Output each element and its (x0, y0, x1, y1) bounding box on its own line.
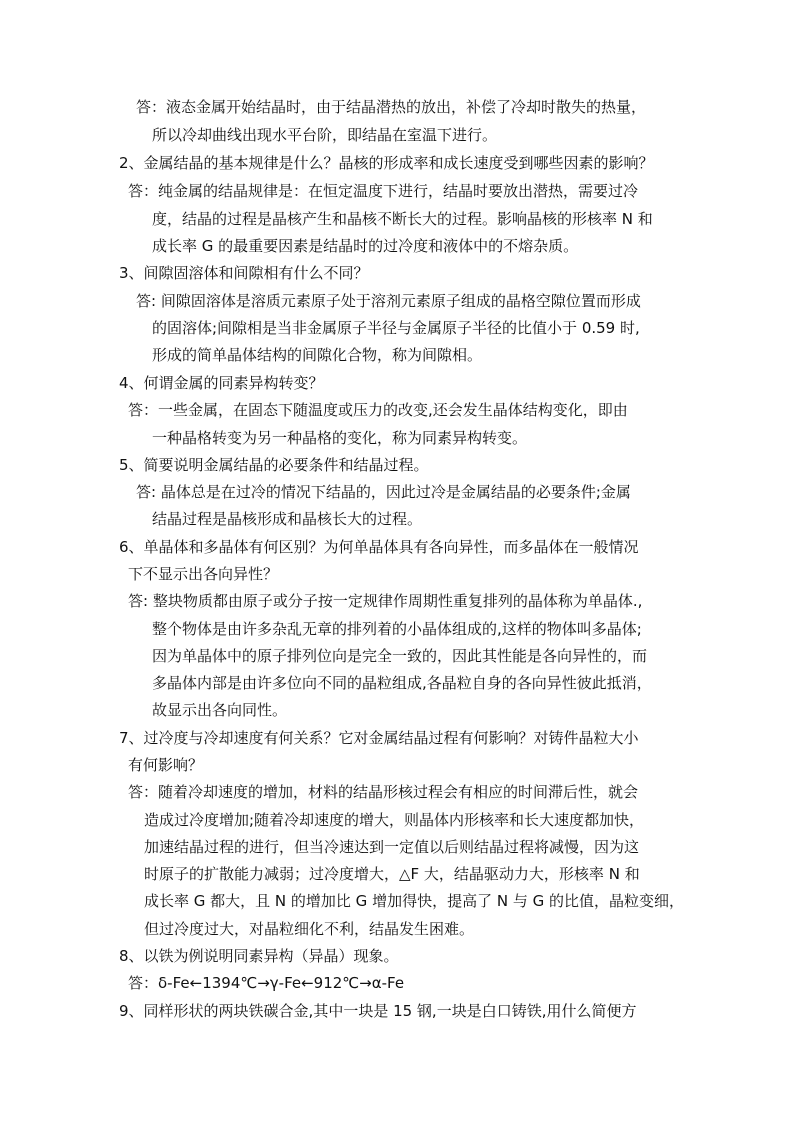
answer-line: 答: 间隙固溶体是溶质元素原子处于溶剂元素原子组成的晶格空隙位置而形成 (136, 292, 641, 310)
answer-line: 故显示出各向同性。 (152, 701, 288, 719)
answer-line: 结晶过程是晶核形成和晶核长大的过程。 (152, 510, 423, 528)
answer-line: 但过冷度过大，对晶粒细化不利，结晶发生困难。 (144, 920, 475, 938)
answer-line: 多晶体内部是由许多位向不同的晶粒组成,各晶粒自身的各向异性彼此抵消， (152, 674, 652, 692)
question-line: 4、何谓金属的同素异构转变？ (119, 374, 324, 392)
question-line: 下不显示出各向异性？ (128, 565, 279, 583)
question-line: 6、单晶体和多晶体有何区别？为何单晶体具有各向异性，而多晶体在一般情况 (119, 538, 639, 556)
answer-line: 答：纯金属的结晶规律是：在恒定温度下进行，结晶时要放出潜热，需要过冷 (128, 182, 639, 200)
question-line: 7、过冷度与冷却速度有何关系？它对金属结晶过程有何影响？对铸件晶粒大小 (119, 729, 639, 747)
question-line: 3、间隙固溶体和间隙相有什么不同？ (119, 264, 369, 282)
answer-line: 形成的简单晶体结构的间隙化合物，称为间隙相。 (152, 346, 483, 364)
answer-line: 因为单晶体中的原子排列位向是完全一致的，因此其性能是各向异性的，而 (152, 647, 648, 665)
answer-line: 一种晶格转变为另一种晶格的变化，称为同素异构转变。 (152, 429, 528, 447)
question-line: 9、同样形状的两块铁碳合金,其中一块是 15 钢,一块是白口铸铁,用什么简便方 (119, 1002, 637, 1020)
answer-line: 成长率 G 都大，且 N 的增加比 G 增加得快，提高了 N 与 G 的比值，晶粒变细， (144, 892, 684, 910)
answer-line: 造成过冷度增加;随着冷却速度的增大，则晶体内形核率和长大速度都加快， (144, 811, 645, 829)
answer-line: 度，结晶的过程是晶核产生和晶核不断长大的过程。影响晶核的形核率 N 和 (152, 210, 653, 228)
question-line: 有何影响？ (128, 756, 204, 774)
answer-line: 答: 整块物质都由原子或分子按一定规律作周期性重复排列的晶体称为单晶体., (128, 592, 643, 610)
question-line: 2、金属结晶的基本规律是什么？晶核的形成率和成长速度受到哪些因素的影响？ (119, 154, 654, 172)
answer-line: 加速结晶过程的进行，但当冷速达到一定值以后则结晶过程将减慢，因为这 (144, 838, 640, 856)
answer-line: 整个物体是由许多杂乱无章的排列着的小晶体组成的,这样的物体叫多晶体; (152, 620, 642, 638)
answer-line: 时原子的扩散能力减弱；过冷度增大，△F 大，结晶驱动力大，形核率 N 和 (144, 865, 640, 883)
answer-line: 答: 晶体总是在过冷的情况下结晶的，因此过冷是金属结晶的必要条件;金属 (136, 483, 631, 501)
answer-line: 答：一些金属，在固态下随温度或压力的改变,还会发生晶体结构变化，即由 (128, 401, 628, 419)
answer-line: 答：δ-Fe←1394℃→γ-Fe←912℃→α-Fe (128, 974, 405, 992)
question-line: 8、以铁为例说明同素异构（异晶）现象。 (119, 947, 399, 965)
answer-line: 的固溶体;间隙相是当非金属原子半径与金属原子半径的比值小于 0.59 时, (152, 319, 640, 337)
answer-line: 所以冷却曲线出现水平台阶，即结晶在室温下进行。 (152, 126, 498, 144)
question-line: 5、简要说明金属结晶的必要条件和结晶过程。 (119, 456, 429, 474)
answer-line: 答：液态金属开始结晶时，由于结晶潜热的放出，补偿了冷却时散失的热量， (136, 98, 647, 116)
answer-line: 答：随着冷却速度的增加，材料的结晶形核过程会有相应的时间滞后性，就会 (128, 783, 639, 801)
answer-line: 成长率 G 的最重要因素是结晶时的过冷度和液体中的不熔杂质。 (152, 237, 579, 255)
